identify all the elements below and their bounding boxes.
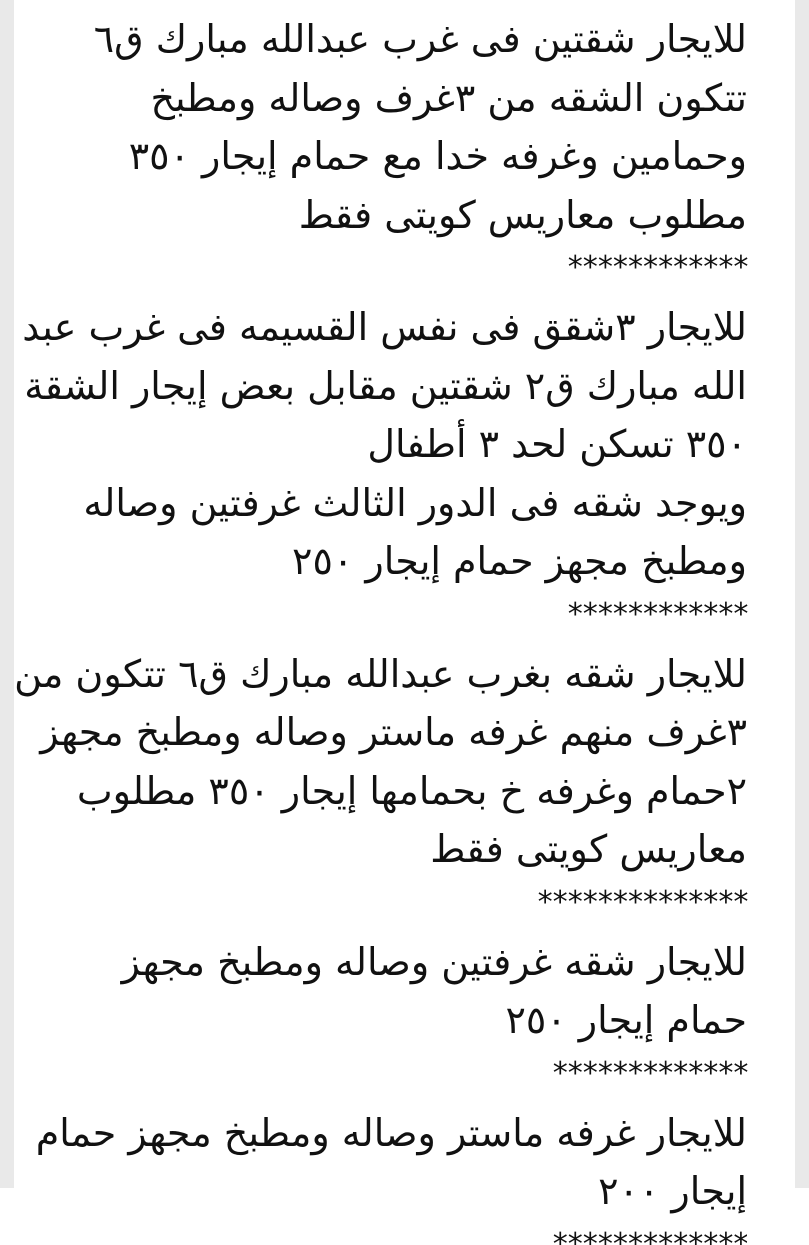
ad-line: معاريس كويتى فقط <box>430 827 747 871</box>
ad-line: مطلوب معاريس كويتى فقط <box>298 192 747 237</box>
ad-line: حمام إيجار ٢٥٠ <box>505 998 747 1042</box>
separator: ************ <box>566 250 747 285</box>
ad-line: للايجار شقه غرفتين وصاله ومطبخ مجهز <box>121 939 747 984</box>
ad-block-1 <box>60 10 747 292</box>
ad-block-4 <box>60 933 747 1098</box>
ad-line: ومطبخ مجهز حمام إيجار ٢٥٠ <box>292 539 747 583</box>
ad-line: للايجار غرفه ماستر وصاله ومطبخ مجهز حمام <box>35 1110 747 1155</box>
separator: ************* <box>551 1226 747 1245</box>
ad-line: ٣٥٠ تسكن لحد ٣ أطفال <box>367 422 747 466</box>
ad-line: وحمامين وغرفه خدا مع حمام إيجار ٣٥٠ <box>128 134 747 178</box>
left-edge <box>0 0 14 1188</box>
ad-line: ٢حمام وغرفه خ بحمامها إيجار ٣٥٠ مطلوب <box>76 768 747 813</box>
separator: ************* <box>551 1055 747 1091</box>
ad-line: للايجار شقتين فى غرب عبدالله مبارك ق٦ <box>93 17 747 61</box>
ad-block-2 <box>22 298 747 639</box>
right-edge <box>795 0 809 1188</box>
ad-line: تتكون الشقه من ٣غرف وصاله ومطبخ <box>150 75 747 120</box>
ad-line: للايجار شقه بغرب عبدالله مبارك ق٦ تتكون من <box>14 651 747 696</box>
ad-block-5 <box>35 1104 747 1245</box>
separator: ************** <box>536 884 747 920</box>
ad-block-3 <box>14 645 747 927</box>
ad-line: الله مبارك ق٢ شقتين مقابل بعض إيجار الشقة <box>24 363 747 408</box>
ad-line: إيجار ٢٠٠ <box>598 1169 747 1213</box>
ads-list <box>14 10 747 1245</box>
ad-line: للايجار ٣شقق فى نفس القسيمه فى غرب عبد <box>22 305 747 349</box>
ad-line: ٣غرف منهم غرفه ماستر وصاله ومطبخ مجهز <box>40 710 747 754</box>
ad-line: ويوجد شقه فى الدور الثالث غرفتين وصاله <box>83 480 747 525</box>
separator: ************ <box>566 596 747 632</box>
